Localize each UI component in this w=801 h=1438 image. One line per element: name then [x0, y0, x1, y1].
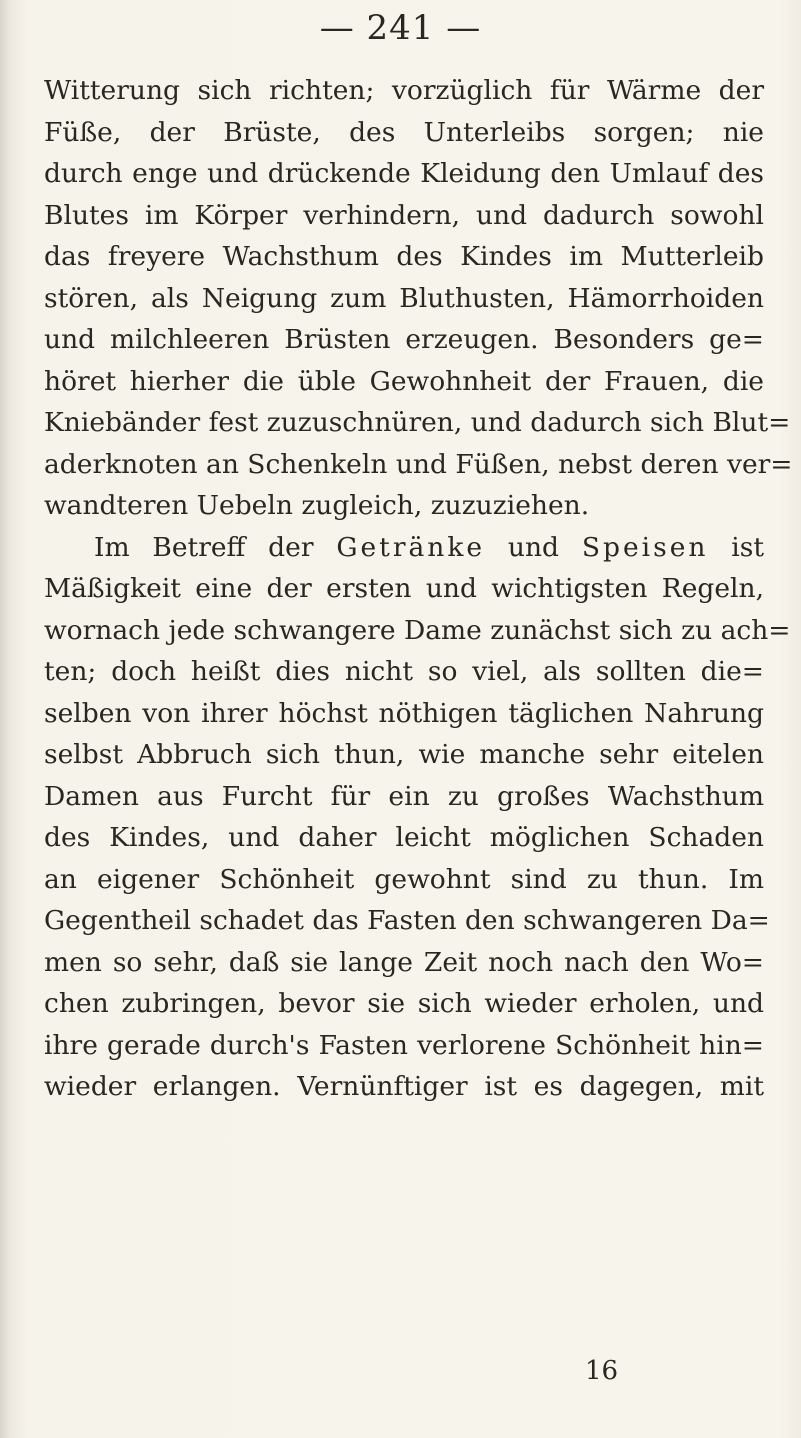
text-line: aderknoten an Schenkeln und Füßen, nebst deren ver=	[44, 448, 793, 480]
signature-mark: 16	[585, 1356, 619, 1386]
text-line: Damen aus Furcht für ein zu großes Wachsthum	[44, 780, 764, 812]
para2-and: und	[507, 531, 560, 563]
body-text	[44, 70, 793, 1108]
text-line: an eigener Schönheit gewohnt sind zu thun. Im	[44, 863, 764, 895]
para2-end: ist	[731, 531, 764, 563]
text-line: des Kindes, und daher leicht möglichen Schaden	[44, 822, 764, 853]
para2-intro: Im Betreff der	[94, 531, 314, 563]
text-line: chen zubringen, bevor sie sich wieder erholen, und	[44, 988, 764, 1019]
text-line: stören, als Neigung zum Bluthusten, Hämorrhoiden	[44, 282, 764, 314]
text-line: das freyere Wachsthum des Kindes im Mutterleib	[44, 241, 764, 272]
text-line: Füße, der Brüste, des Unterleibs sorgen; nie	[44, 116, 764, 148]
text-line: selbst Abbruch sich thun, wie manche sehr eitelen	[44, 739, 764, 770]
text-line: Mäßigkeit eine der ersten und wichtigsten Regeln,	[44, 573, 764, 604]
emphasis-getraenke: Getränke	[336, 531, 486, 563]
text-line: höret hierher die üble Gewohnheit der Frauen, die	[44, 365, 764, 397]
text-line: Gegentheil schadet das Fasten den schwangeren Da=	[44, 905, 770, 936]
text-line: selben von ihrer höchst nöthigen täglichen Nahrung	[44, 697, 764, 729]
text-line: ten; doch heißt dies nicht so viel, als sollten die=	[44, 656, 764, 687]
text-line: men so sehr, daß sie lange Zeit noch nach den Wo=	[44, 946, 764, 978]
text-line: Kniebänder fest zuzuschnüren, und dadurch sich Blut=	[44, 407, 791, 438]
text-line: durch enge und drückende Kleidung den Umlauf des	[44, 158, 764, 189]
text-line: Witterung sich richten; vorzüglich für Wärme der	[44, 75, 764, 106]
paragraph-opening-line	[44, 527, 764, 569]
text-line: Blutes im Körper verhindern, und dadurch sowohl	[44, 199, 764, 231]
emphasis-speisen: Speisen	[581, 531, 709, 563]
text-line: wandteren Uebeln zugleich, zuzuziehen.	[44, 490, 590, 521]
text-line: wieder erlangen. Vernünftiger ist es dagegen, mit	[44, 1071, 764, 1102]
text-line: ihre gerade durch's Fasten verlorene Schönheit hin=	[44, 1029, 764, 1061]
text-line: und milchleeren Brüsten erzeugen. Besonders ge=	[44, 324, 764, 355]
text-line: wornach jede schwangere Dame zunächst sich zu ach=	[44, 614, 791, 646]
page-number: — 241 —	[319, 8, 482, 48]
